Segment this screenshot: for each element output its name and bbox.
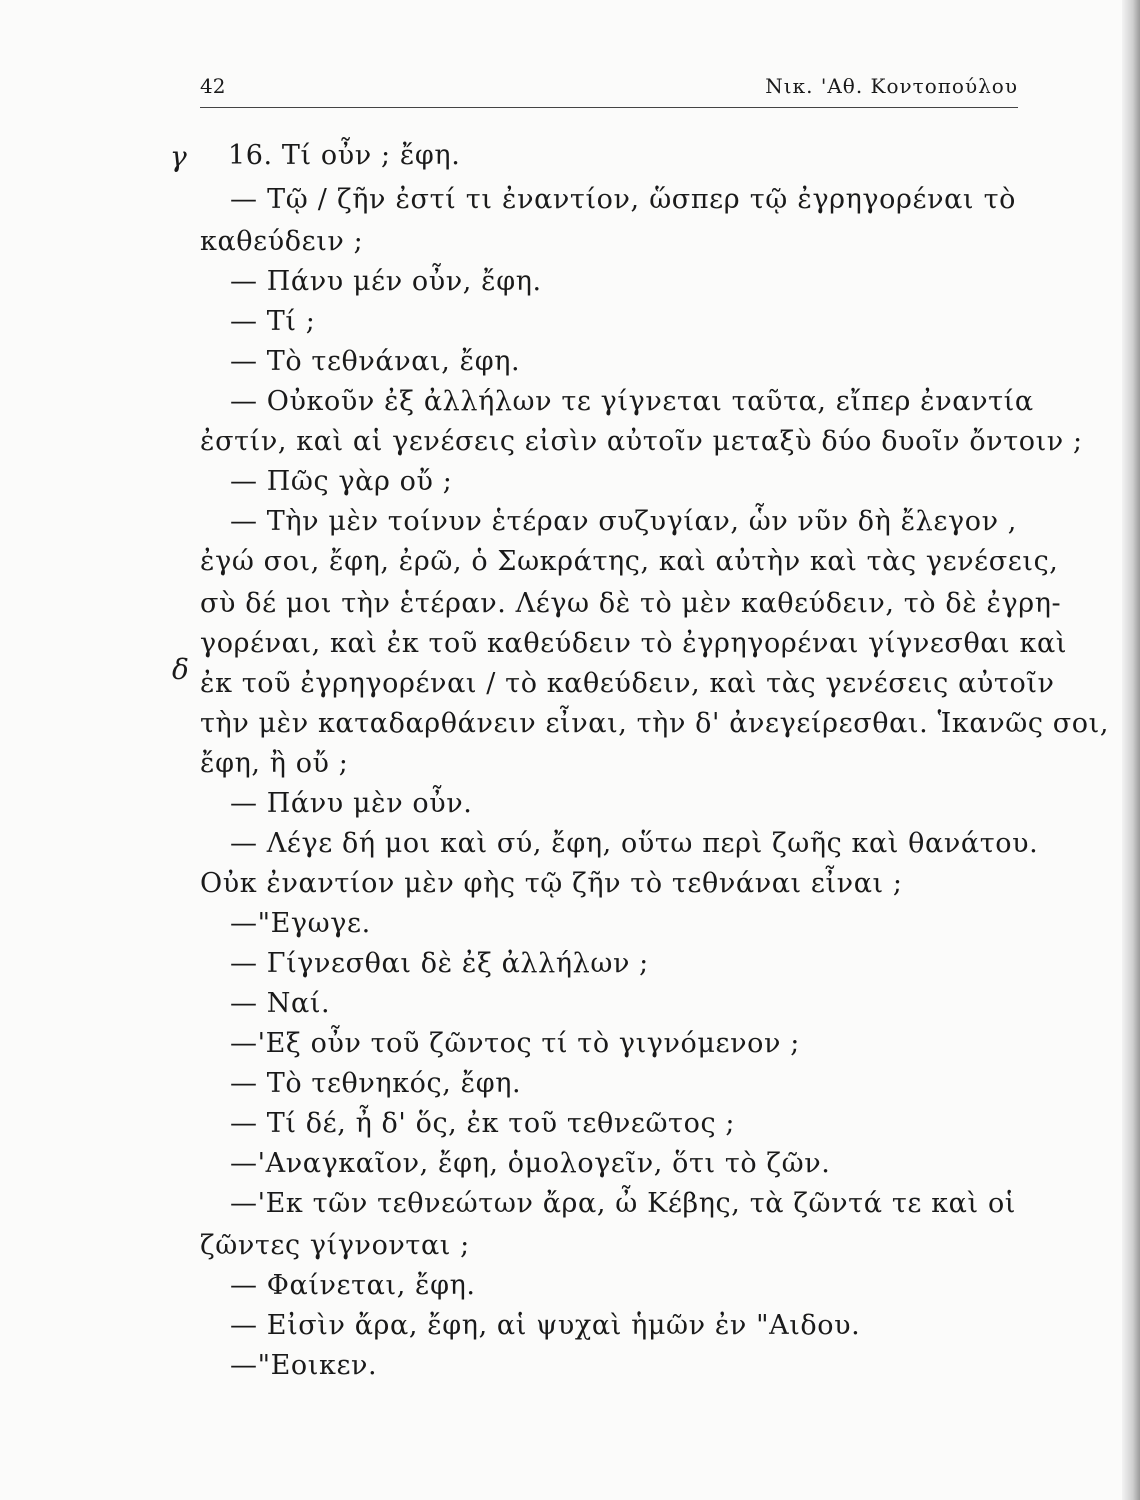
text-line: ἐγώ σοι, ἔφη, ἐρῶ, ὁ Σωκράτης, καὶ αὐτὴν καὶ τὰς γενέσεις, <box>200 546 1059 577</box>
text-line: — Ναί. <box>230 988 331 1019</box>
text-line: — Λέγε δή μοι καὶ σύ, ἔφη, οὕτω περὶ ζωῆς καὶ θανάτου. <box>230 828 1039 859</box>
text-line: — Γίγνεσθαι δὲ ἐξ ἀλλήλων ; <box>230 948 649 979</box>
page-edge-shadow <box>1122 0 1140 1500</box>
running-head: Νικ. 'Αθ. Κοντοπούλου <box>765 74 1018 98</box>
text-line: — Πάνυ μέν οὖν, ἔφη. <box>230 266 542 297</box>
text-line: — Εἰσὶν ἄρα, ἔφη, αἱ ψυχαὶ ἡμῶν ἐν "Αιδου. <box>230 1310 861 1341</box>
text-line: — Πάνυ μὲν οὖν. <box>230 788 473 819</box>
text-line: 16. Τί οὖν ; ἔφη. <box>228 140 461 171</box>
text-line: — Τί δέ, ἦ δ' ὅς, ἐκ τοῦ τεθνεῶτος ; <box>230 1108 736 1139</box>
text-line: — Τί ; <box>230 306 316 337</box>
text-line: — Φαίνεται, ἔφη. <box>230 1270 476 1301</box>
text-line: τὴν μὲν καταδαρθάνειν εἶναι, τὴν δ' ἀνεγείρεσθαι. Ἱκανῶς σοι, <box>200 708 1109 739</box>
text-line: ἐκ τοῦ ἐγρηγορέναι / τὸ καθεύδειν, καὶ τὰς γενέσεις αὐτοῖν <box>200 668 1055 699</box>
text-line: —"Εγωγε. <box>230 908 371 939</box>
text-line: γορέναι, καὶ ἐκ τοῦ καθεύδειν τὸ ἐγρηγορέναι γίγνεσθαι καὶ <box>200 628 1068 659</box>
text-line: — Τὸ τεθνηκός, ἔφη. <box>230 1068 522 1099</box>
margin-mark-delta: δ <box>172 653 189 686</box>
page-header <box>200 74 1018 104</box>
text-line: — Τῷ / ζῆν ἐστί τι ἐναντίον, ὥσπερ τῷ ἐγρηγορέναι τὸ <box>230 184 1016 215</box>
text-line: — Τὴν μὲν τοίνυν ἑτέραν συζυγίαν, ὧν νῦν δὴ ἔλεγον , <box>230 506 1017 537</box>
page-number: 42 <box>200 74 226 98</box>
text-line: — Πῶς γὰρ οὔ ; <box>230 466 453 497</box>
text-line: ἔφη, ἢ οὔ ; <box>200 748 349 779</box>
text-line: —'Εκ τῶν τεθνεώτων ἄρα, ὦ Κέβης, τὰ ζῶντά τε καὶ οἱ <box>230 1188 1016 1219</box>
text-line: ζῶντες γίγνονται ; <box>200 1230 470 1261</box>
text-line: — Τὸ τεθνάναι, ἔφη. <box>230 346 521 377</box>
text-line: —'Αναγκαῖον, ἔφη, ὁμολογεῖν, ὅτι τὸ ζῶν. <box>230 1148 831 1179</box>
text-line: —'Εξ οὖν τοῦ ζῶντος τί τὸ γιγνόμενον ; <box>230 1028 800 1059</box>
text-line: ἐστίν, καὶ αἱ γενέσεις εἰσὶν αὐτοῖν μεταξὺ δύο δυοῖν ὄντοιν ; <box>200 426 1083 457</box>
text-line: —"Εοικεν. <box>230 1350 378 1381</box>
text-line: καθεύδειν ; <box>200 226 364 257</box>
header-rule <box>200 107 1018 108</box>
margin-mark-gamma: γ <box>170 140 187 173</box>
text-line: — Οὐκοῦν ἐξ ἀλλήλων τε γίγνεται ταῦτα, εἴπερ ἐναντία <box>230 386 1034 417</box>
text-line: Οὐκ ἐναντίον μὲν φὴς τῷ ζῆν τὸ τεθνάναι εἶναι ; <box>200 868 903 899</box>
text-line: σὺ δέ μοι τὴν ἑτέραν. Λέγω δὲ τὸ μὲν καθεύδειν, τὸ δὲ ἐγρη- <box>200 588 1062 619</box>
